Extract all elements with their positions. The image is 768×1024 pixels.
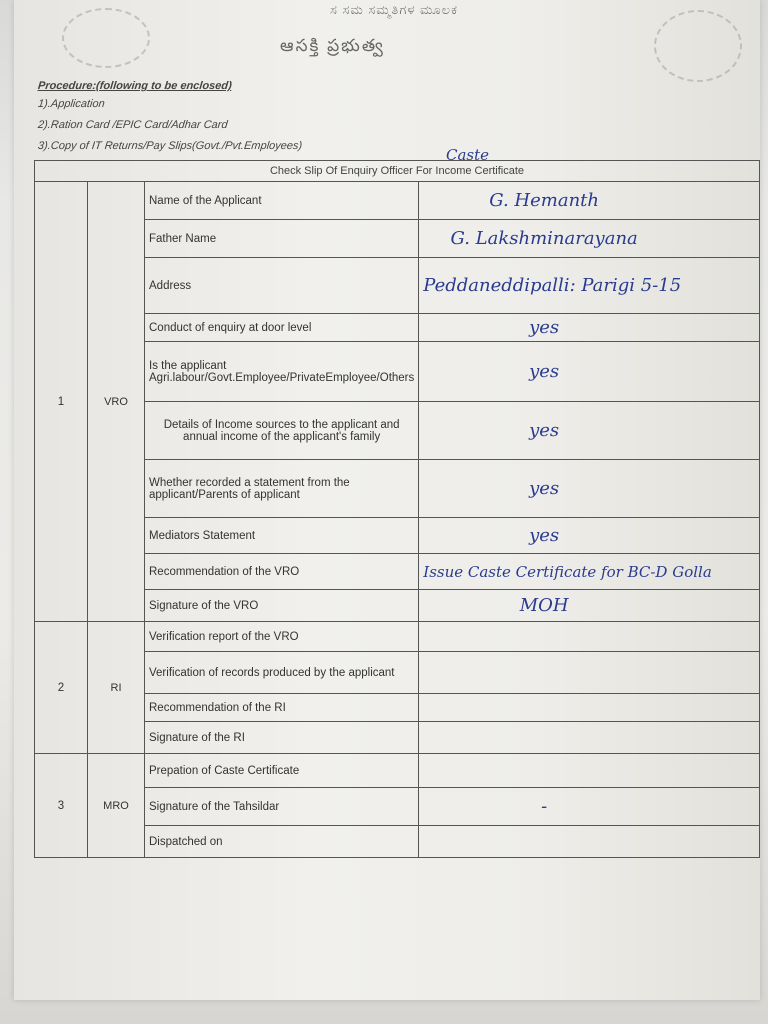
row-value: yes [529,317,560,338]
row-label: Details of Income sources to the applicant and annual income of the applicant's family [145,402,419,460]
procedure-item: 1).Application [37,98,106,110]
row-value: yes [529,478,560,499]
row-value: G. Hemanth [489,190,599,211]
row-label: Verification of records produced by the applicant [145,652,419,694]
header-title: ఆసక్తి ప్రభుత్వ [280,36,385,55]
row-label: Address [145,258,419,314]
table-row [35,754,760,788]
row-label: Whether recorded a statement from the applicant/Parents of applicant [145,460,419,518]
row-value: Issue Caste Certificate for BC-D Golla [423,562,712,581]
row-label: Mediators Statement [145,518,419,554]
handwritten-caste-note: Caste [446,146,490,164]
row-label: Is the applicant Agri.labour/Govt.Employee/PrivateEmployee/Others [145,342,419,402]
seal-stamp-left [62,8,150,68]
header-top-text: ಸ ಸಮ ಸಮ್ಮತಿಗಳ ಮೂಲಕ [330,2,458,17]
table-row [35,182,760,220]
row-label: Recommendation of the RI [145,694,419,722]
section-officer: VRO [88,182,145,622]
procedure-item: 3).Copy of IT Returns/Pay Slips(Govt./Pvt.Employees) [37,140,303,152]
row-label: Signature of the VRO [145,590,419,622]
section-officer: MRO [88,754,145,858]
row-label: Signature of the Tahsildar [145,788,419,826]
row-label: Verification report of the VRO [145,622,419,652]
row-label: Conduct of enquiry at door level [145,314,419,342]
table-row [35,622,760,652]
row-value: G. Lakshminarayana [450,228,638,249]
table-caption: Check Slip Of Enquiry Officer For Income Certificate [35,161,760,182]
row-label: Prepation of Caste Certificate [145,754,419,788]
row-label: Father Name [145,220,419,258]
row-value: yes [529,361,560,382]
section-number: 3 [35,754,88,858]
section-number: 1 [35,182,88,622]
row-value: yes [529,525,560,546]
procedure-item: 2).Ration Card /EPIC Card/Adhar Card [37,119,229,131]
row-value: - [541,796,548,817]
row-label: Signature of the RI [145,722,419,754]
section-number: 2 [35,622,88,754]
row-value: Peddaneddipalli: Parigi 5-15 [423,275,682,296]
procedure-title: Procedure:(following to be enclosed) [37,80,233,92]
row-label: Recommendation of the VRO [145,554,419,590]
row-value: yes [529,420,560,441]
section-officer: RI [88,622,145,754]
row-label: Name of the Applicant [145,182,419,220]
seal-stamp-right [654,10,742,82]
row-label: Dispatched on [145,826,419,858]
check-slip-table [34,160,760,858]
row-value: MOH [519,595,569,616]
